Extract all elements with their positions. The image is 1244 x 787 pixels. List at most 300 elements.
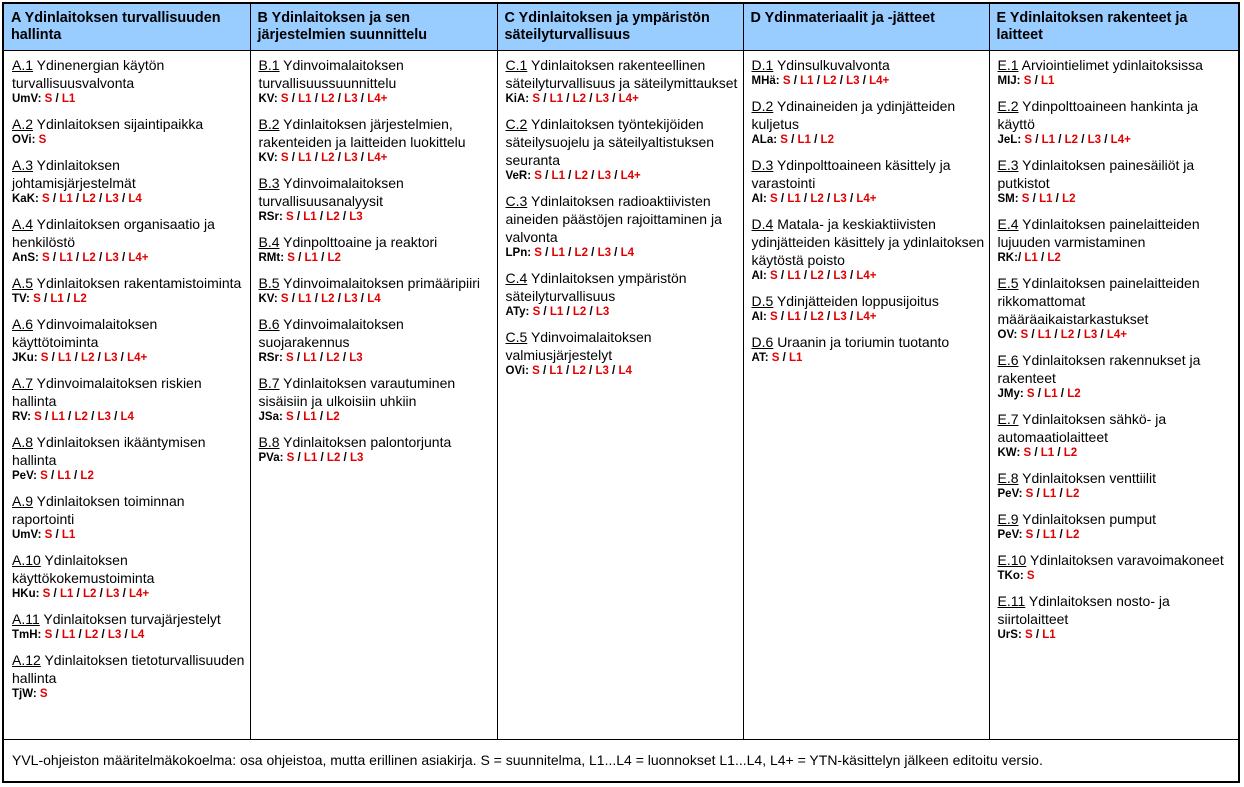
guide-title: Ydinlaitoksen ympäristön säteilyturvallisuus bbox=[505, 270, 687, 304]
guide-title: Ydinenergian käytön turvallisuusvalvonta bbox=[12, 57, 165, 91]
stage-badge: S bbox=[285, 211, 294, 223]
stage-badge: L4+ bbox=[869, 75, 890, 87]
owner-initials: TjW: bbox=[12, 688, 37, 700]
guide-status-line: MHä: S / L1 / L2 / L3 / L4+ bbox=[751, 75, 890, 87]
stage-badge: S bbox=[280, 293, 289, 305]
stage-badge: L1 bbox=[1040, 447, 1055, 459]
guide-title: Ydinlaitoksen pumput bbox=[1022, 511, 1157, 527]
guide-title: Ydinlaitoksen tietoturvallisuuden hallinta bbox=[12, 652, 245, 686]
guide-code-link[interactable]: A.7 bbox=[12, 375, 34, 391]
stage-badge: L4 bbox=[128, 193, 142, 205]
guide-title: Ydinlaitoksen sijaintipaikka bbox=[36, 116, 204, 132]
stage-badge: L4+ bbox=[856, 270, 877, 282]
guide-status-line: SM: S / L1 / L2 bbox=[997, 193, 1076, 205]
guide-code-link[interactable]: A.5 bbox=[12, 275, 34, 291]
stage-badge: S bbox=[44, 93, 53, 105]
guide-title-line bbox=[998, 510, 1235, 528]
owner-initials: MIJ: bbox=[997, 75, 1021, 87]
stage-badge: S bbox=[532, 93, 541, 105]
guide-title-line bbox=[259, 374, 493, 410]
stage-badge: S bbox=[44, 629, 53, 641]
stage-badge: L3 bbox=[105, 588, 120, 600]
guide-code-link[interactable]: E.9 bbox=[997, 511, 1019, 527]
guide-title: Ydinvoimalaitoksen suojarakennus bbox=[258, 316, 404, 350]
stage-badge: S bbox=[42, 588, 51, 600]
guide-title: Matala- ja keskiaktiivisten ydinjätteiden käsittely ja ydinlaitoksen käytöstä poisto bbox=[751, 216, 985, 268]
guide-code-link[interactable]: A.6 bbox=[12, 316, 34, 332]
guide-code-link[interactable]: E.5 bbox=[997, 275, 1019, 291]
guide-code-link[interactable]: D.2 bbox=[751, 98, 774, 114]
guide-title-line bbox=[998, 215, 1235, 251]
guide-title-line bbox=[752, 292, 985, 310]
guide-title: Ydinlaitoksen johtamisjärjestelmät bbox=[12, 157, 136, 191]
owner-initials: RK:/ bbox=[997, 252, 1022, 264]
guide-status-line: JeL: S / L1 / L2 / L3 / L4+ bbox=[997, 134, 1131, 146]
owner-initials: JMy: bbox=[997, 388, 1024, 400]
guide-title-line bbox=[12, 651, 246, 687]
owner-initials: PeV: bbox=[997, 488, 1023, 500]
guide-code-link[interactable]: A.4 bbox=[12, 216, 34, 232]
guide-title-line bbox=[12, 56, 246, 92]
guide-status-line: KV: S / L1 / L2 / L3 / L4 bbox=[258, 293, 381, 305]
guide-item bbox=[12, 492, 246, 543]
stage-badge: L4+ bbox=[856, 311, 877, 323]
guide-title: Uraanin ja toriumin tuotanto bbox=[777, 334, 950, 350]
stage-badge: L4+ bbox=[1110, 134, 1131, 146]
guide-code-link[interactable]: C.3 bbox=[505, 193, 528, 209]
stage-badge: L3 bbox=[349, 211, 363, 223]
stage-badge: L2 bbox=[810, 270, 824, 282]
stage-badge: S bbox=[42, 252, 50, 264]
guide-title: Ydinlaitoksen järjestelmien, rakenteiden ja laitteiden luokittelu bbox=[258, 116, 466, 150]
guide-code-link[interactable]: A.8 bbox=[12, 434, 34, 450]
owner-initials: AI: bbox=[751, 193, 767, 205]
stage-badge: L2 bbox=[326, 411, 340, 423]
guide-item bbox=[12, 610, 246, 643]
owner-initials: RSr: bbox=[258, 211, 283, 223]
stage-badge: L2 bbox=[82, 193, 96, 205]
guide-code-link[interactable]: A.3 bbox=[12, 157, 34, 173]
stage-badge: S bbox=[1023, 75, 1032, 87]
owner-initials: TV: bbox=[12, 293, 30, 305]
stage-badge: L1 bbox=[303, 352, 317, 364]
guide-code-link[interactable]: B.2 bbox=[258, 116, 280, 132]
guide-title: Ydinlaitoksen painesäiliöt ja putkistot bbox=[997, 157, 1195, 191]
stage-badge: L1 bbox=[787, 193, 801, 205]
stage-badge: L2 bbox=[73, 293, 87, 305]
guide-item bbox=[752, 333, 985, 366]
guide-code-link[interactable]: E.4 bbox=[997, 216, 1019, 232]
stage-badge: S bbox=[34, 411, 42, 423]
guide-title-line bbox=[259, 433, 493, 451]
stage-badge: L3 bbox=[105, 193, 119, 205]
stage-badge: L2 bbox=[1063, 447, 1078, 459]
guide-item bbox=[506, 192, 739, 261]
stage-badge: S bbox=[532, 306, 541, 318]
guide-code-link[interactable]: E.11 bbox=[997, 593, 1026, 609]
guide-code-link[interactable]: D.5 bbox=[751, 293, 774, 309]
stage-badge: L1 bbox=[61, 529, 76, 541]
stage-badge: L1 bbox=[797, 134, 811, 146]
content-row bbox=[4, 51, 1238, 740]
guide-code-link[interactable]: D.6 bbox=[751, 334, 774, 350]
guide-title: Ydinlaitoksen palontorjunta bbox=[283, 434, 452, 450]
owner-initials: PeV: bbox=[997, 529, 1023, 541]
guide-title: Ydinlaitoksen turvajärjestelyt bbox=[43, 611, 221, 627]
guide-title: Ydinjätteiden loppusijoitus bbox=[776, 293, 939, 309]
guide-title-line bbox=[259, 274, 493, 292]
stage-badge: L1 bbox=[551, 170, 565, 182]
guide-code-link[interactable]: D.3 bbox=[751, 157, 774, 173]
stage-badge: L3 bbox=[1087, 134, 1102, 146]
stage-badge: S bbox=[38, 134, 47, 146]
stage-badge: S bbox=[286, 452, 295, 464]
owner-initials: JSa: bbox=[258, 411, 283, 423]
guide-code-link[interactable]: E.8 bbox=[997, 470, 1019, 486]
guide-title: Ydinlaitoksen radioaktiivisten aineiden päästöjen rajoittaminen ja valvonta bbox=[505, 193, 722, 245]
guide-title: Ydinvoimalaitoksen turvallisuusanalyysit bbox=[258, 175, 404, 209]
stage-badge: L1 bbox=[61, 629, 76, 641]
guide-status-line: UmV: S / L1 bbox=[12, 529, 76, 541]
guide-title-line bbox=[998, 274, 1235, 328]
guide-status-line: KW: S / L1 / L2 bbox=[997, 447, 1078, 459]
owner-initials: AnS: bbox=[12, 252, 39, 264]
guide-code-link[interactable]: C.5 bbox=[505, 329, 528, 345]
guide-title-line bbox=[12, 374, 246, 410]
owner-initials: RV: bbox=[12, 411, 31, 423]
guide-title-line bbox=[998, 351, 1235, 387]
owner-initials: KiA: bbox=[505, 93, 530, 105]
stage-badge: L1 bbox=[57, 470, 71, 482]
stage-badge: L1 bbox=[1041, 134, 1056, 146]
guide-title: Ydinvoimalaitoksen turvallisuussuunnittelu bbox=[258, 57, 404, 91]
guide-code-link[interactable]: C.1 bbox=[505, 57, 528, 73]
guide-title-line bbox=[506, 56, 739, 92]
owner-initials: ALa: bbox=[751, 134, 778, 146]
guide-code-link[interactable]: B.7 bbox=[258, 375, 280, 391]
guide-title: Ydinpolttoaineen käsittely ja varastointi bbox=[751, 157, 951, 191]
guide-status-line: AnS: S / L1 / L2 / L3 / L4+ bbox=[12, 252, 149, 264]
guide-title: Ydinlaitoksen työntekijöiden säteilysuojelu ja säteilyaltistuksen seuranta bbox=[505, 116, 715, 168]
guide-title: Ydinlaitoksen ikääntymisen hallinta bbox=[12, 434, 206, 468]
stage-badge: S bbox=[1025, 488, 1034, 500]
guide-item bbox=[12, 274, 246, 307]
guide-status-line: RV: S / L1 / L2 / L3 / L4 bbox=[12, 411, 134, 423]
guide-item bbox=[12, 56, 246, 107]
stage-badge: L2 bbox=[81, 352, 95, 364]
stage-badge: L1 bbox=[1042, 629, 1056, 641]
guide-status-line bbox=[998, 569, 1235, 584]
guide-status-line: PeV: S / L1 / L2 bbox=[12, 470, 94, 482]
stage-badge: S bbox=[1026, 570, 1035, 582]
guide-item bbox=[998, 56, 1235, 89]
guide-title: Ydinlaitoksen varavoimakoneet bbox=[1029, 552, 1224, 568]
stage-badge: L4+ bbox=[620, 170, 641, 182]
stage-badge: L3 bbox=[595, 93, 610, 105]
stage-badge: L2 bbox=[572, 93, 587, 105]
guide-status-line: TmH: S / L1 / L2 / L3 / L4 bbox=[12, 629, 145, 641]
stage-badge: S bbox=[285, 352, 294, 364]
stage-badge: L2 bbox=[572, 365, 586, 377]
column-e bbox=[989, 51, 1238, 740]
guide-title-line bbox=[12, 315, 246, 351]
guide-item bbox=[752, 215, 985, 284]
guide-code-link[interactable]: E.6 bbox=[997, 352, 1019, 368]
guide-item bbox=[259, 274, 493, 307]
guide-status-line: PeV: S / L1 / L2 bbox=[997, 488, 1080, 500]
stage-badge: S bbox=[1025, 529, 1034, 541]
owner-initials: ATy: bbox=[505, 306, 530, 318]
guide-title-line bbox=[752, 56, 985, 74]
guide-code-link[interactable]: B.1 bbox=[258, 57, 280, 73]
guide-status-line bbox=[12, 687, 246, 702]
stage-badge: L3 bbox=[1083, 329, 1098, 341]
guide-item bbox=[12, 651, 246, 702]
stage-badge: L1 bbox=[787, 311, 801, 323]
stage-badge: L4 bbox=[618, 365, 632, 377]
stage-badge: S bbox=[286, 411, 294, 423]
stage-badge: L2 bbox=[574, 170, 588, 182]
guide-title: Ydinpolttoaineen hankinta ja käyttö bbox=[997, 98, 1199, 132]
owner-initials: HKu: bbox=[12, 588, 40, 600]
owner-initials: AI: bbox=[751, 270, 767, 282]
guide-code-link[interactable]: E.10 bbox=[997, 552, 1027, 568]
stage-badge: S bbox=[770, 193, 778, 205]
guide-title-line bbox=[998, 97, 1235, 133]
guide-item bbox=[998, 351, 1235, 402]
guide-status-line: KiA: S / L1 / L2 / L3 / L4+ bbox=[505, 93, 639, 105]
owner-initials: UmV: bbox=[12, 93, 42, 105]
guide-code-link[interactable]: B.6 bbox=[258, 316, 280, 332]
column-a bbox=[4, 51, 250, 740]
stage-badge: S bbox=[1023, 447, 1032, 459]
stage-badge: L1 bbox=[787, 270, 801, 282]
stage-badge: L2 bbox=[820, 134, 834, 146]
stage-badge: L2 bbox=[327, 252, 341, 264]
stage-badge: S bbox=[1024, 629, 1033, 641]
guide-title: Ydinlaitoksen venttiilit bbox=[1022, 470, 1157, 486]
guide-status-line: RSr: S / L1 / L2 / L3 bbox=[258, 352, 363, 364]
stage-badge: L2 bbox=[1065, 529, 1080, 541]
guide-title: Ydinlaitoksen rakennukset ja rakenteet bbox=[997, 352, 1201, 386]
guide-code-link[interactable]: A.12 bbox=[12, 652, 41, 668]
guide-title-line bbox=[12, 215, 246, 251]
guide-title-line bbox=[506, 192, 739, 246]
guide-title: Ydinlaitoksen varautuminen sisäisiin ja ulkoisiin uhkiin bbox=[258, 375, 456, 409]
guide-title-line bbox=[259, 56, 493, 92]
guide-title: Ydinlaitoksen painelaitteiden rikkomattomat määräaikaistarkastukset bbox=[997, 275, 1200, 327]
stage-badge: S bbox=[1024, 134, 1033, 146]
guide-status-line: TV: S / L1 / L2 bbox=[12, 293, 87, 305]
guide-code-link[interactable]: A.1 bbox=[12, 57, 34, 73]
guide-item bbox=[998, 97, 1235, 148]
stage-badge: L2 bbox=[326, 452, 341, 464]
guide-title: Ydinlaitoksen painelaitteiden lujuuden varmistaminen bbox=[997, 216, 1200, 250]
guide-title-line bbox=[752, 156, 985, 192]
owner-initials: KV: bbox=[258, 152, 278, 164]
stage-badge: L2 bbox=[82, 252, 96, 264]
guide-title: Ydinsulkuvalvonta bbox=[776, 57, 890, 73]
stage-badge: L1 bbox=[549, 306, 564, 318]
stage-badge: L1 bbox=[551, 247, 565, 259]
guide-status-line: UrS: S / L1 bbox=[997, 629, 1056, 641]
guide-status-line: AT: S / L1 bbox=[751, 352, 803, 364]
stage-badge: L3 bbox=[349, 452, 364, 464]
guide-code-link[interactable]: A.11 bbox=[12, 611, 40, 627]
stage-badge: L3 bbox=[105, 252, 119, 264]
guide-title: Ydinvoimalaitoksen käyttötoiminta bbox=[12, 316, 158, 350]
column-b bbox=[250, 51, 497, 740]
guide-item bbox=[752, 156, 985, 207]
owner-initials: MHä: bbox=[751, 75, 780, 87]
guide-title: Ydinvoimalaitoksen primääripiiri bbox=[283, 275, 481, 291]
guide-item bbox=[259, 115, 493, 166]
guide-status-line: OV: S / L1 / L2 / L3 / L4+ bbox=[997, 329, 1127, 341]
stage-badge: L4+ bbox=[367, 93, 388, 105]
stage-badge: L2 bbox=[326, 352, 340, 364]
stage-badge: L2 bbox=[1064, 134, 1079, 146]
guide-item bbox=[998, 410, 1235, 461]
guide-title-line bbox=[12, 433, 246, 469]
guide-item bbox=[506, 328, 739, 379]
guide-code-link[interactable]: C.4 bbox=[505, 270, 528, 286]
stage-badge: L4 bbox=[367, 293, 381, 305]
guide-item bbox=[259, 374, 493, 425]
guide-item bbox=[998, 156, 1235, 207]
owner-initials: AT: bbox=[751, 352, 769, 364]
stage-badge: L3 bbox=[107, 629, 122, 641]
stage-badge: L1 bbox=[303, 211, 317, 223]
guide-item bbox=[12, 215, 246, 266]
guide-title: Ydinlaitoksen toiminnan raportointi bbox=[12, 493, 185, 527]
guide-item bbox=[752, 97, 985, 148]
column-header-a: A Ydinlaitoksen turvallisuuden hallinta bbox=[4, 4, 250, 51]
guide-code-link[interactable]: A.9 bbox=[12, 493, 34, 509]
guide-code-link[interactable]: B.3 bbox=[258, 175, 280, 191]
guide-status-line: VeR: S / L1 / L2 / L3 / L4+ bbox=[505, 170, 641, 182]
stage-badge: L1 bbox=[1042, 529, 1057, 541]
stage-badge: L4+ bbox=[127, 352, 148, 364]
guide-status-line: PVa: S / L1 / L2 / L3 bbox=[258, 452, 364, 464]
owner-initials: UmV: bbox=[12, 529, 42, 541]
stage-badge: L3 bbox=[344, 93, 358, 105]
guide-status-line: RSr: S / L1 / L2 / L3 bbox=[258, 211, 363, 223]
guide-item bbox=[752, 56, 985, 89]
guide-item bbox=[12, 156, 246, 207]
guide-code-link[interactable]: D.4 bbox=[751, 216, 774, 232]
stage-badge: L2 bbox=[82, 588, 97, 600]
guide-code-link[interactable]: A.10 bbox=[12, 552, 41, 568]
stage-badge: L1 bbox=[1039, 193, 1053, 205]
guide-code-link[interactable]: E.1 bbox=[997, 57, 1019, 73]
guide-status-line bbox=[12, 133, 246, 148]
guide-status-line: PeV: S / L1 / L2 bbox=[997, 529, 1080, 541]
stage-badge: L4+ bbox=[367, 152, 388, 164]
owner-initials: PeV: bbox=[12, 470, 37, 482]
guide-title: Ydinvoimalaitoksen valmiusjärjestelyt bbox=[505, 329, 652, 363]
guide-title: Ydinvoimalaitoksen riskien hallinta bbox=[12, 375, 202, 409]
column-header-b: B Ydinlaitoksen ja sen järjestelmien suunnittelu bbox=[250, 4, 497, 51]
stage-badge: S bbox=[39, 688, 48, 700]
stage-badge: L1 bbox=[61, 93, 76, 105]
stage-badge: L1 bbox=[549, 93, 564, 105]
guide-code-link[interactable]: E.3 bbox=[997, 157, 1019, 173]
guide-code-link[interactable]: B.5 bbox=[258, 275, 280, 291]
stage-badge: L1 bbox=[50, 293, 64, 305]
guide-code-link[interactable]: B.4 bbox=[258, 234, 280, 250]
stage-badge: L1 bbox=[789, 352, 803, 364]
stage-badge: S bbox=[534, 247, 542, 259]
owner-initials: OVi: bbox=[505, 365, 529, 377]
stage-badge: L4 bbox=[620, 247, 634, 259]
stage-badge: L1 bbox=[1037, 329, 1052, 341]
owner-initials: RSr: bbox=[258, 352, 283, 364]
stage-badge: L1 bbox=[59, 588, 74, 600]
guide-item bbox=[12, 374, 246, 425]
stage-badge: S bbox=[33, 293, 41, 305]
guide-item bbox=[998, 510, 1235, 543]
stage-badge: L2 bbox=[321, 93, 335, 105]
guide-code-link[interactable]: C.2 bbox=[505, 116, 528, 132]
guide-title-line bbox=[998, 551, 1235, 569]
guide-title-line bbox=[12, 551, 246, 587]
guide-item bbox=[506, 269, 739, 320]
guide-title: Ydinpolttoaine ja reaktori bbox=[283, 234, 438, 250]
guide-status-line: ATy: S / L1 / L2 / L3 bbox=[505, 306, 610, 318]
guide-status-line: AI: S / L1 / L2 / L3 / L4+ bbox=[751, 270, 877, 282]
stage-badge: S bbox=[40, 470, 48, 482]
stage-badge: L4 bbox=[120, 411, 134, 423]
stage-badge: L1 bbox=[298, 152, 312, 164]
stage-badge: L3 bbox=[104, 352, 118, 364]
stage-badge: L2 bbox=[823, 75, 837, 87]
owner-initials: TmH: bbox=[12, 629, 42, 641]
footer-row bbox=[4, 740, 1238, 780]
guide-code-link[interactable]: A.2 bbox=[12, 116, 34, 132]
guide-title-line bbox=[998, 592, 1235, 628]
guide-status-line: JKu: S / L1 / L2 / L3 / L4+ bbox=[12, 352, 148, 364]
guide-title-line bbox=[506, 328, 739, 364]
guide-title: Ydinlaitoksen sähkö- ja automaatiolaitteet bbox=[997, 411, 1167, 445]
guide-code-link[interactable]: E.2 bbox=[997, 98, 1019, 114]
guide-status-line: JSa: S / L1 / L2 bbox=[258, 411, 340, 423]
guide-title-line bbox=[259, 315, 493, 351]
stage-badge: L3 bbox=[349, 352, 363, 364]
stage-badge: L1 bbox=[298, 293, 312, 305]
guide-item bbox=[506, 115, 739, 184]
stage-badge: S bbox=[771, 352, 780, 364]
guide-code-link[interactable]: E.7 bbox=[997, 411, 1019, 427]
guide-item bbox=[998, 469, 1235, 502]
stage-badge: L3 bbox=[833, 270, 847, 282]
guide-item bbox=[259, 56, 493, 107]
stage-badge: L4+ bbox=[128, 252, 149, 264]
stage-badge: L2 bbox=[74, 411, 88, 423]
guide-code-link[interactable]: B.8 bbox=[258, 434, 280, 450]
guide-title: Ydinlaitoksen nosto- ja siirtolaitteet bbox=[997, 593, 1170, 627]
guide-title-line bbox=[998, 156, 1235, 192]
stage-badge: S bbox=[280, 152, 289, 164]
guide-item bbox=[998, 274, 1235, 343]
column-d bbox=[743, 51, 989, 740]
stage-badge: L3 bbox=[597, 247, 611, 259]
guide-status-line: MIJ: S / L1 bbox=[997, 75, 1055, 87]
stage-badge: S bbox=[534, 170, 542, 182]
stage-badge: L1 bbox=[303, 452, 318, 464]
guide-item bbox=[259, 315, 493, 366]
guide-code-link[interactable]: D.1 bbox=[751, 57, 774, 73]
stage-badge: L2 bbox=[810, 193, 824, 205]
